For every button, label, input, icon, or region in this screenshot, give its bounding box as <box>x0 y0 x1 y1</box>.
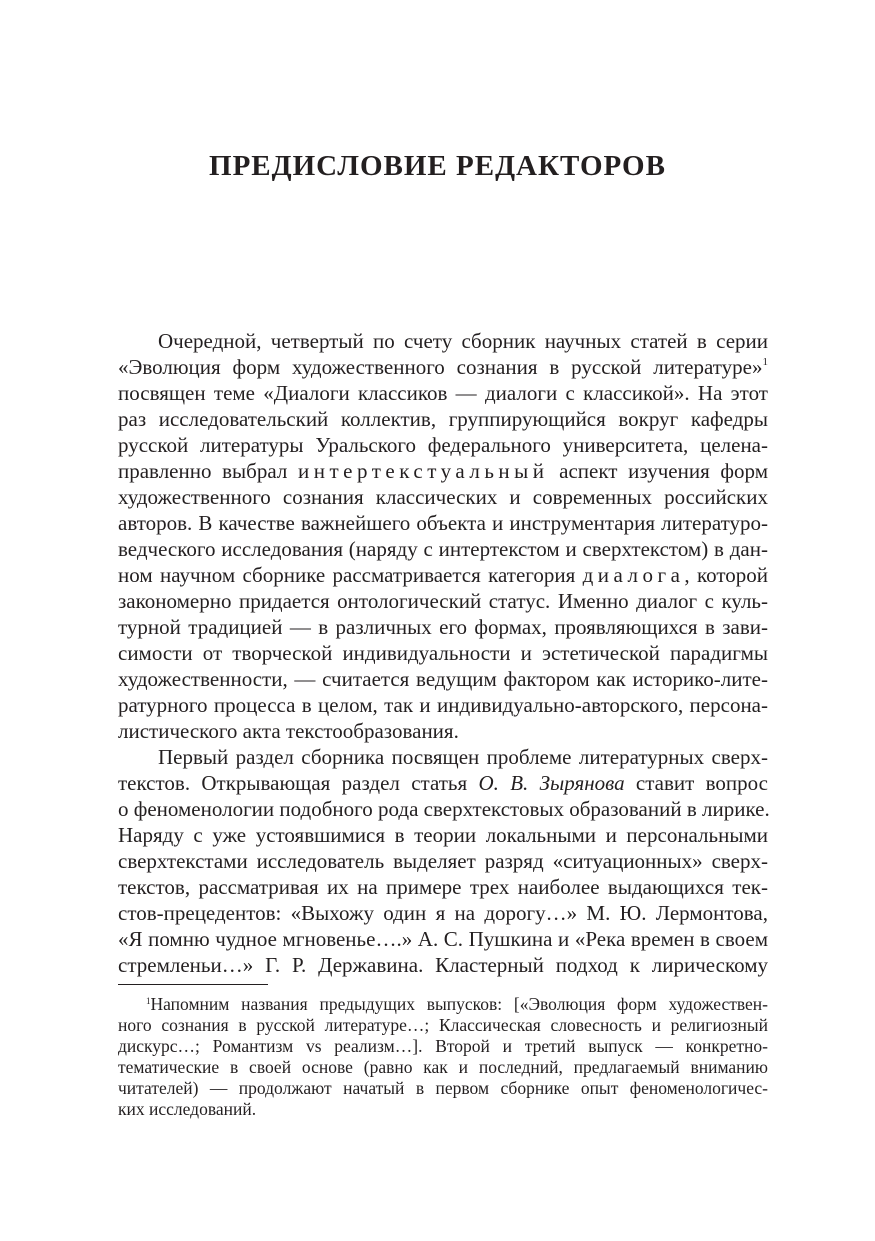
p1-line-10 <box>118 562 768 588</box>
p1-line-7: художественного сознания классических и современных российских <box>118 485 768 509</box>
p1-line-6 <box>118 458 768 484</box>
p1-line-6a: правленно выбрал <box>118 459 288 483</box>
p1-line-16: листического акта текстообразования. <box>118 719 459 743</box>
p1-line-2 <box>118 354 768 380</box>
footnote-ref[interactable]: 1 <box>762 356 768 368</box>
spaced-term-intertextual: интертекстуальный <box>298 459 549 483</box>
author-name: О. В. Зырянова <box>478 771 625 795</box>
p2-line-8: «Я помню чудное мгновенье….» А. С. Пушкина и «Река времен в своем <box>118 927 768 951</box>
p1-line-12: турной традицией — в различных его формах, проявляющихся в зави- <box>118 615 768 639</box>
footnote-line-1-text: Напомним названия предыдущих выпусков: [«Эволюция форм художествен- <box>150 994 768 1014</box>
p1-line-14: художественности, — считается ведущим фактором как историко-лите- <box>118 667 768 691</box>
p1-line-1: Очередной, четвертый по счету сборник научных статей в серии <box>158 329 768 353</box>
p1-line-2-text: «Эволюция форм художественного сознания в русской литературе» <box>118 355 763 379</box>
p2-line-6: текстов, рассматривая их на примере трех наиболее выдающихся тек- <box>118 875 768 899</box>
footnote-line-3: дискурс…; Романтизм vs реализм…]. Второй и третий выпуск — конкретно- <box>118 1036 768 1056</box>
p1-line-4: раз исследовательский коллектив, группирующийся вокруг кафедры <box>118 407 768 431</box>
p2-line-9: стремленьи…» Г. Р. Державина. Кластерный подход к лирическому <box>118 953 768 977</box>
p2-line-4: Наряду с уже устоявшимися в теории локальными и персональными <box>118 823 768 847</box>
footnote-line-6: ких исследований. <box>118 1099 257 1119</box>
p1-line-11: закономерно придается онтологический статус. Именно диалог с куль- <box>118 589 768 613</box>
p1-line-6c: аспект изучения форм <box>559 459 768 483</box>
p1-line-9: ведческого исследования (наряду с интертекстом и сверхтекстом) в дан- <box>118 537 768 561</box>
p1-line-15: ратурного процесса в целом, так и индивидуально-авторского, персона- <box>118 693 768 717</box>
footnote-divider <box>118 984 268 985</box>
footnote-line-5: читателей) — продолжают начатый в первом сборнике опыт феноменологичес- <box>118 1078 768 1098</box>
p1-line-5: русской литературы Уральского федерального университета, целена- <box>118 433 768 457</box>
p1-line-3: посвящен теме «Диалоги классиков — диалоги с классикой». На этот <box>118 381 768 405</box>
p2-line-7: стов-прецедентов: «Выхожу один я на дорогу…» М. Ю. Лермонтова, <box>118 901 768 925</box>
footnote-line-2: ного сознания в русской литературе…; Классическая словесность и религиозный <box>118 1015 768 1035</box>
p2-line-1: Первый раздел сборника посвящен проблеме литературных сверх- <box>158 745 768 769</box>
footnote-line-1 <box>118 994 768 1015</box>
p2-line-3: о феноменологии подобного рода сверхтекстовых образований в лирике. <box>118 797 770 821</box>
p1-line-10c: , которой <box>684 563 768 587</box>
p2-line-2 <box>118 770 768 796</box>
p1-line-10a: ном научном сборнике рассматривается категория <box>118 563 576 587</box>
p2-line-5: сверхтекстами исследователь выделяет разряд «ситуационных» сверх- <box>118 849 768 873</box>
p1-line-13: симости от творческой индивидуальности и эстетической парадигмы <box>118 641 768 665</box>
p2-line-2c: ставит вопрос <box>635 771 769 795</box>
spaced-term-dialog: диалога <box>582 563 685 587</box>
footnote-line-4: тематические в своей основе (равно как и последний, предлагаемый вниманию <box>118 1057 768 1077</box>
p2-line-2a: текстов. Открывающая раздел статья <box>118 771 468 795</box>
p1-line-8: авторов. В качестве важнейшего объекта и инструментария литературо- <box>118 511 768 535</box>
page-title: ПРЕДИСЛОВИЕ РЕДАКТОРОВ <box>209 150 666 182</box>
footnote-number: 1 <box>146 996 151 1006</box>
